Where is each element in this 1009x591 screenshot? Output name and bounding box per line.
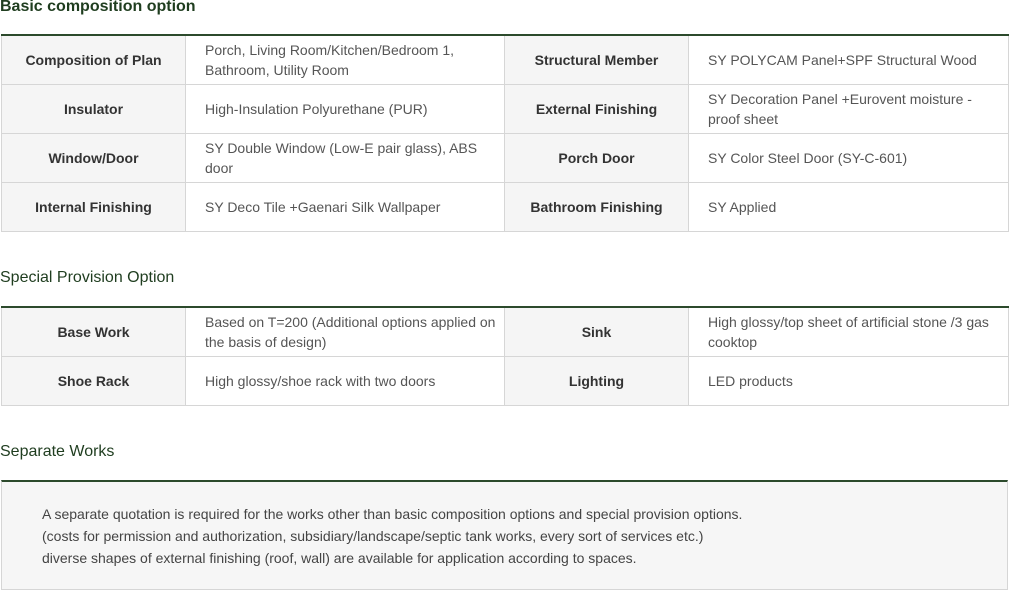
row-header: Sink: [505, 307, 689, 357]
row-header: Base Work: [2, 307, 186, 357]
special-provision-title: Special Provision Option: [0, 269, 175, 286]
row-header: Composition of Plan: [2, 35, 186, 85]
row-header: Internal Finishing: [2, 183, 186, 232]
row-header: External Finishing: [505, 85, 689, 134]
row-value: Based on T=200 (Additional options applied on the basis of design): [186, 307, 505, 357]
row-header: Bathroom Finishing: [505, 183, 689, 232]
table-row: [2, 307, 1009, 357]
row-header: Porch Door: [505, 134, 689, 183]
row-value: High-Insulation Polyurethane (PUR): [186, 85, 505, 134]
row-header: Window/Door: [2, 134, 186, 183]
table-row: [2, 183, 1009, 232]
separate-works-note: [1, 480, 1008, 590]
row-header: Structural Member: [505, 35, 689, 85]
row-header: Insulator: [2, 85, 186, 134]
table-row: [2, 85, 1009, 134]
special-provision-table: [1, 306, 1009, 406]
separate-works-title: Separate Works: [0, 443, 115, 460]
row-value: SY Decoration Panel +Eurovent moisture -proof sheet: [689, 85, 1009, 134]
row-value: High glossy/shoe rack with two doors: [186, 357, 505, 406]
row-value: SY Deco Tile +Gaenari Silk Wallpaper: [186, 183, 505, 232]
table-row: [2, 134, 1009, 183]
note-line: (costs for permission and authorization, subsidiary/landscape/septic tank works, every sort of services etc.): [42, 528, 704, 544]
note-line: diverse shapes of external finishing (roof, wall) are available for application according to spaces.: [42, 550, 637, 566]
row-header: Lighting: [505, 357, 689, 406]
note-line: A separate quotation is required for the works other than basic composition options and special provision options.: [42, 506, 743, 522]
row-value: SY Applied: [689, 183, 1009, 232]
row-value: Porch, Living Room/Kitchen/Bedroom 1, Bathroom, Utility Room: [186, 35, 505, 85]
row-value: SY Color Steel Door (SY-C-601): [689, 134, 1009, 183]
basic-composition-title: Basic composition option: [0, 0, 196, 15]
table-row: [2, 35, 1009, 85]
row-value: LED products: [689, 357, 1009, 406]
basic-composition-table: [1, 34, 1009, 232]
table-row: [2, 357, 1009, 406]
row-value: High glossy/top sheet of artificial stone /3 gas cooktop: [689, 307, 1009, 357]
row-value: SY Double Window (Low-E pair glass), ABS door: [186, 134, 505, 183]
row-value: SY POLYCAM Panel+SPF Structural Wood: [689, 35, 1009, 85]
row-header: Shoe Rack: [2, 357, 186, 406]
